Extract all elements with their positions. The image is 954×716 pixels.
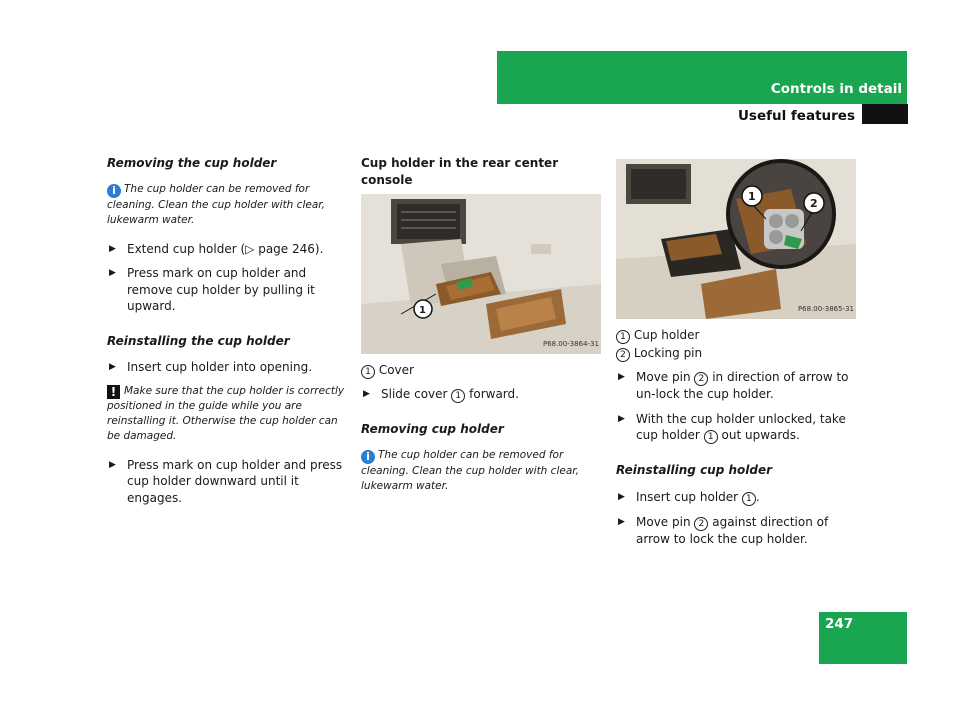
triangle-right-icon: ▶ bbox=[618, 372, 625, 382]
step-text: Slide cover bbox=[381, 387, 448, 401]
step-text: forward. bbox=[469, 387, 519, 401]
triangle-right-icon: ▶ bbox=[109, 268, 116, 278]
legend-text: Locking pin bbox=[633, 346, 703, 360]
callout-number: 2 bbox=[694, 372, 708, 386]
info-icon: i bbox=[107, 184, 121, 198]
callout-number: 2 bbox=[616, 348, 630, 362]
step-text: Press mark on cup holder and press cup holder downward until it engages. bbox=[127, 457, 343, 505]
chapter-title: Controls in detail bbox=[770, 81, 902, 97]
step-text: Move pin bbox=[636, 514, 691, 529]
info-note-text: The cup holder can be removed for cleaning. Clean the cup holder with clear, lukewarm water. bbox=[107, 182, 325, 226]
step-text: Press mark on cup holder and remove cup holder by pulling it upward. bbox=[127, 266, 315, 313]
triangle-right-icon: ▶ bbox=[363, 389, 370, 399]
step-item bbox=[616, 514, 856, 548]
step-text: out upwards. bbox=[721, 428, 800, 442]
step-item bbox=[107, 359, 347, 376]
triangle-right-icon: ▶ bbox=[109, 243, 116, 254]
info-note-text: The cup holder can be removed for cleaning. Clean the cup holder with clear, lukewarm water. bbox=[361, 448, 579, 492]
callout-number: 2 bbox=[694, 517, 708, 531]
rear-console-photo bbox=[361, 194, 601, 354]
triangle-right-icon: ▶ bbox=[109, 362, 116, 372]
column-3 bbox=[616, 159, 856, 555]
callout-2: 2 bbox=[810, 197, 818, 210]
step-item bbox=[616, 411, 856, 445]
heading-reinstalling-cup-holder: Reinstalling the cup holder bbox=[107, 333, 290, 348]
triangle-right-icon: ▶ bbox=[109, 459, 116, 470]
page-number: 247 bbox=[825, 616, 854, 632]
warning-icon: ! bbox=[107, 385, 120, 399]
info-icon: i bbox=[361, 450, 375, 464]
legend-text: Cup holder bbox=[633, 328, 700, 342]
info-note bbox=[107, 182, 347, 228]
section-title: Useful features bbox=[737, 108, 855, 124]
legend-item bbox=[616, 345, 856, 362]
legend bbox=[616, 327, 856, 362]
triangle-right-icon: ▶ bbox=[618, 516, 625, 527]
heading-reinstalling-cup-holder-2: Reinstalling cup holder bbox=[616, 463, 773, 477]
callout-number: 1 bbox=[704, 430, 718, 444]
step-text: Move pin bbox=[636, 370, 691, 384]
callout-number: 1 bbox=[451, 389, 465, 403]
heading-removing-cup-holder-2: Removing cup holder bbox=[361, 422, 504, 436]
heading-removing-cup-holder: Removing the cup holder bbox=[107, 156, 277, 170]
legend-item bbox=[616, 327, 856, 344]
page-number-box bbox=[819, 612, 907, 664]
column-1 bbox=[107, 155, 347, 514]
cup-holder-photo bbox=[616, 159, 856, 319]
image-code: P68.00-3864-31 bbox=[542, 339, 599, 348]
step-text: Insert cup holder bbox=[636, 489, 739, 504]
section-marker bbox=[862, 104, 908, 124]
warning-note bbox=[107, 384, 347, 444]
step-item bbox=[107, 265, 347, 315]
step-text: With the cup holder unlocked, take cup holder bbox=[636, 411, 846, 442]
legend-text: Cover bbox=[378, 363, 414, 377]
image-code: P68.00-3865-31 bbox=[797, 304, 854, 313]
callout-number: 1 bbox=[616, 330, 630, 344]
heading-rear-console: Cup holder in the rear center console bbox=[361, 156, 559, 187]
step-text: Extend cup holder (▷ page 246). bbox=[127, 241, 324, 256]
step-item bbox=[616, 369, 856, 403]
callout-1: 1 bbox=[748, 190, 756, 203]
triangle-right-icon: ▶ bbox=[618, 491, 625, 502]
step-text: against direction of arrow to lock the cup holder. bbox=[636, 514, 829, 546]
warning-note-text: Make sure that the cup holder is correctly positioned in the guide while you are reinstalling it. Otherwise the cup holder can be damaged. bbox=[107, 384, 345, 442]
step-item bbox=[107, 241, 347, 258]
callout-number: 1 bbox=[742, 492, 756, 506]
step-text: . bbox=[755, 489, 760, 504]
step-text: Insert cup holder into opening. bbox=[127, 360, 313, 374]
column-2 bbox=[361, 155, 601, 507]
callout-1: 1 bbox=[419, 305, 426, 316]
legend-item bbox=[361, 362, 601, 379]
step-item bbox=[361, 386, 601, 403]
triangle-right-icon: ▶ bbox=[618, 413, 625, 424]
step-text: in direction of arrow to un-lock the cup holder. bbox=[636, 370, 849, 401]
step-item bbox=[616, 489, 856, 506]
legend bbox=[361, 362, 601, 379]
step-item bbox=[107, 457, 347, 507]
callout-number: 1 bbox=[361, 365, 375, 379]
info-note bbox=[361, 448, 601, 494]
